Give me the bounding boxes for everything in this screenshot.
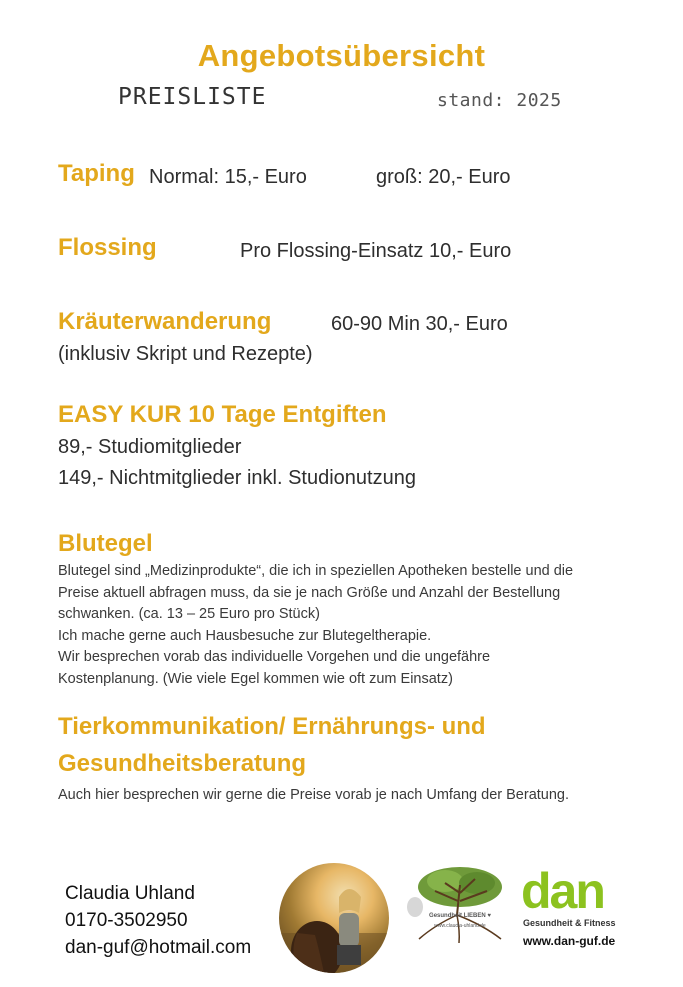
- taping-gross-price: groß: 20,- Euro: [376, 166, 511, 188]
- kraeuterwanderung-price: 60-90 Min 30,- Euro: [331, 313, 508, 335]
- blutegel-line: Blutegel sind „Medizinprodukte“, die ich in speziellen Apotheken bestelle und die: [58, 563, 574, 579]
- flossing-price: Pro Flossing-Einsatz 10,- Euro: [240, 240, 512, 262]
- contact-block: [65, 880, 260, 961]
- tierkommunikation-text: Auch hier besprechen wir gerne die Preise vorab je nach Umfang der Beratung.: [58, 787, 570, 803]
- tree-logo-text: Gesundheit LIEBEN ♥: [429, 913, 491, 919]
- tree-icon: [405, 865, 515, 945]
- kraeuterwanderung-heading: Kräuterwanderung: [58, 308, 272, 335]
- price-list-subtitle: PREISLISTE: [118, 84, 267, 110]
- blutegel-line: schwanken. (ca. 13 – 25 Euro pro Stück): [58, 606, 320, 622]
- dan-logo-tagline: Gesundheit & Fitness: [523, 918, 616, 928]
- blutegel-heading: Blutegel: [58, 530, 153, 557]
- tree-logo: [405, 865, 515, 945]
- blutegel-description: [58, 561, 658, 690]
- profile-photo: [279, 863, 389, 973]
- tierkommunikation-heading-line2: Gesundheitsberatung: [58, 750, 307, 777]
- blutegel-line: Preise aktuell abfragen muss, da sie je nach Größe und Anzahl der Bestellung: [58, 584, 561, 601]
- flossing-heading: Flossing: [58, 234, 157, 261]
- easykur-member-price: 89,- Studiomitglieder: [58, 436, 242, 458]
- taping-normal-price: Normal: 15,- Euro: [149, 166, 307, 188]
- page-title: Angebotsübersicht: [197, 38, 486, 73]
- dan-logo-url[interactable]: www.dan-guf.de: [523, 934, 616, 948]
- rider-horse-icon: [279, 863, 389, 973]
- easykur-heading: EASY KUR 10 Tage Entgiften: [58, 401, 387, 428]
- blutegel-line: Kostenplanung. (Wie viele Egel kommen wie oft zum Einsatz): [58, 670, 453, 687]
- contact-email[interactable]: dan-guf@hotmail.com: [65, 937, 252, 958]
- contact-name: Claudia Uhland: [65, 883, 195, 904]
- kraeuterwanderung-note: (inklusiv Skript und Rezepte): [58, 343, 313, 365]
- blutegel-line: Ich mache gerne auch Hausbesuche zur Blutegeltherapie.: [58, 627, 432, 644]
- stand-date: stand: 2025: [437, 90, 562, 111]
- blutegel-line: Wir besprechen vorab das individuelle Vorgehen und die ungefähre: [58, 649, 491, 665]
- tierkommunikation-heading-line1: Tierkommunikation/ Ernährungs- und: [58, 713, 486, 740]
- dan-logo: [521, 863, 641, 952]
- tree-logo-url: www.claudia-uhland.de: [434, 923, 486, 929]
- easykur-nonmember-price: 149,- Nichtmitglieder inkl. Studionutzung: [58, 467, 416, 489]
- taping-heading: Taping: [58, 160, 135, 187]
- dan-logo-word: dan: [521, 863, 604, 919]
- contact-phone[interactable]: 0170-3502950: [65, 910, 188, 931]
